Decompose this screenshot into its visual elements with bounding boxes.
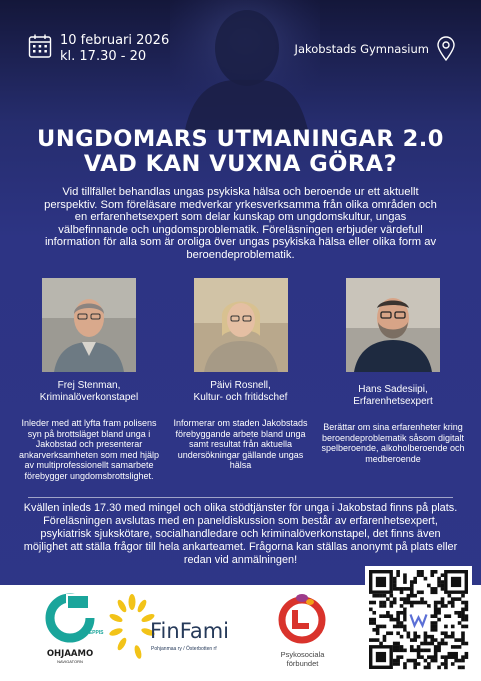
map-pin-icon xyxy=(435,36,457,62)
speaker-card-2 xyxy=(168,278,313,471)
location-text: Jakobstads Gymnasium xyxy=(294,42,429,56)
event-location xyxy=(295,36,457,62)
time-text: kl. 17.30 - 20 xyxy=(60,49,147,64)
ohjaamo-logo xyxy=(40,594,104,664)
calendar-icon xyxy=(28,33,52,59)
qr-code[interactable] xyxy=(365,566,472,673)
speaker-description-3: Berättar om sina erfarenheter kring beroendeproblematik såsom digitalt spelberoende, alkoholberoende och medberoende xyxy=(321,422,465,464)
finfami-sub: Pohjanmaa ry / Österbotten rf xyxy=(151,646,217,652)
speaker-description-2: Informerar om staden Jakobstads förebyggande arbete bland unga samt resultat från aktuella undersökningar gällande ungas hälsa xyxy=(173,418,308,471)
speaker-role-3: Erfarenhetsexpert xyxy=(353,396,433,407)
title-line-2: VAD KAN VUXNA GÖRA? xyxy=(83,151,398,177)
speaker-photo-3 xyxy=(346,278,440,372)
speaker-name-1: Frej Stenman, xyxy=(57,380,121,391)
speaker-card-1 xyxy=(14,278,164,482)
outro-paragraph: Kvällen inleds 17.30 med mingel och olika stödtjänster för unga i Jakobstad finns på plats. Föreläsningen avslutas med en paneldiskussion som består av erfarenhetsexpert, psykiatrisk sjukskötare, socialhandledare och kriminalöverkonstapel, det finns även möjlighet att ställa frågor till hela ankarteamet. Frågorna kan ställas anonymt på plats eller redan vid anmälningen! xyxy=(23,502,458,566)
ohjaamo-sub: NAVIGATORN xyxy=(57,659,83,664)
speaker-role-2: Kultur- och fritidschef xyxy=(193,392,288,403)
date-text: 10 februari 2026 xyxy=(60,33,170,48)
speaker-name-2: Päivi Rosnell, xyxy=(210,380,271,391)
speaker-card-3 xyxy=(318,278,468,464)
finfami-logo xyxy=(110,594,260,664)
intro-paragraph: Vid tillfället behandlas ungas psykiska hälsa och beroende ur ett aktuellt perspektiv. Som föreläsare medverkar yrkesverksamma från olika områden och en erfarenhetsexpert som delar kunskap om ungdomskultur, ungas välbefinnande och ungdomsproblematik. Föreläsningen erbjuder värdefull information för alla som är oroliga över ungas psykiska hälsa eller olika form av beroendeproblematik. xyxy=(44,186,437,261)
background-silhouette xyxy=(170,0,320,130)
psykosociala-name: Psykosociala förbundet xyxy=(280,650,325,668)
speaker-photo-2 xyxy=(194,278,288,372)
speaker-name-3: Hans Sadesiipi, xyxy=(358,384,428,395)
divider xyxy=(28,497,453,498)
event-date xyxy=(28,33,169,65)
speaker-description-1: Inleder med att lyfta fram polisens syn på brottsläget bland unga i Jakobstad och presenterar ankarverksamheten som med hjälp av multiprofessionellt samarbete förebygger ungdomsbrottslighet. xyxy=(18,418,160,481)
speaker-photo-1 xyxy=(42,278,136,372)
ohjaamo-tag: JEPPIS xyxy=(86,630,104,636)
title-line-1: UNGDOMARS UTMANINGAR 2.0 xyxy=(37,126,444,152)
psykosociala-logo xyxy=(265,592,340,672)
speaker-role-1: Kriminalöverkonstapel xyxy=(39,392,139,403)
finfami-name: FinFami xyxy=(150,619,230,643)
ohjaamo-name: OHJAAMO xyxy=(46,649,94,659)
